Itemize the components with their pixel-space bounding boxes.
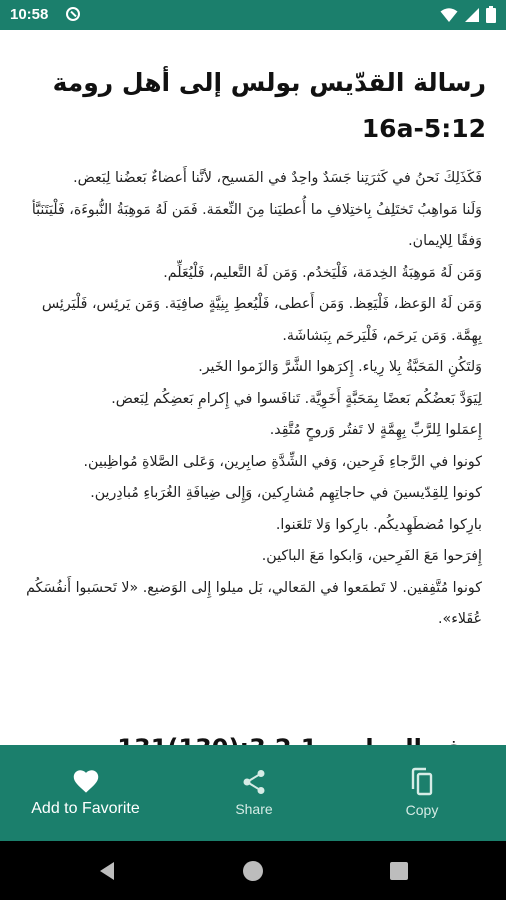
signal-icon bbox=[464, 7, 480, 23]
verse-text: إِفرَحوا مَعَ الفَرِحين، وَابكوا مَعَ الباكين. bbox=[261, 548, 482, 564]
copy-icon bbox=[410, 768, 434, 796]
share-button[interactable] bbox=[212, 745, 296, 841]
reading-content[interactable] bbox=[0, 30, 506, 745]
verse-text: وَلَنا مَواهِبُ تَختَلِفُ بِاختِلافِ ما أُعطيَنا مِنَ النِّعمَة. فَمَن لَهُ مَوهِبَةُ النُّبوءَة، فَلْيَتَنَبَّأ وَفقًا لِلإيمان. bbox=[31, 201, 482, 249]
heart-icon bbox=[72, 768, 100, 794]
verse-text: فَكَذَلِكَ نَحنُ في كَثرَتِنا جَسَدٌ واحِدٌ في المَسيح، لأنَّنا أَعضاءٌ بَعضُنا لِبَعض. bbox=[73, 170, 482, 186]
verse-text: كونوا في الرَّجاءِ فَرِحين، وَفي الشِّدَّةِ صابِرين، وَعَلى الصَّلاةِ مُواظِبين. bbox=[83, 453, 482, 470]
verse-text: لِيَوَدَّ بَعضُكُم بَعضًا بِمَحَبَّةٍ أَخَوِيَّة. تَنافَسوا في إِكرامِ بَعضِكُم لِبَعض. bbox=[111, 390, 482, 407]
verse-text: وَمَن لَهُ الوَعظ، فَلْيَعِظ. وَمَن أَعطى، فَلْيُعطِ بِنِيَّةٍ صافِيَة. وَمَن يَرئِس، فَلْيَرئِس بِهِمَّة. وَمَن يَرحَم، فَلْيَرحَم بِبَشاشَة. bbox=[41, 296, 482, 344]
verse-text: كونوا لِلقِدّيسينَ في حاجاتِهِم مُشارِكين، وَإِلى ضِيافَةِ الغُرَباءِ مُبادِرين. bbox=[90, 485, 482, 501]
copy-button[interactable] bbox=[382, 745, 462, 841]
home-icon[interactable] bbox=[241, 859, 265, 883]
verse-text: وَمَن لَهُ مَوهِبَةُ الخِدمَة، فَلْيَخدُم. وَمَن لَهُ التَّعليم، فَلْيُعَلِّم. bbox=[163, 264, 482, 281]
notification-icon bbox=[66, 7, 80, 21]
verse-text: بارِكوا مُضطَهِديكُم. بارِكوا وَلا تَلعَنوا. bbox=[275, 516, 482, 533]
copy-label: Copy bbox=[405, 802, 439, 818]
share-icon bbox=[242, 769, 266, 795]
verse-text: إِعمَلوا لِلرَّبِّ بِهِمَّةٍ لا تَفتُر وَروحٍ مُتَّقِد. bbox=[269, 422, 482, 438]
wifi-icon bbox=[440, 7, 458, 23]
favorite-label: Add to Favorite bbox=[31, 800, 140, 817]
share-label: Share bbox=[235, 801, 273, 817]
add-to-favorite-button[interactable] bbox=[18, 745, 153, 841]
verse-text: وَلتَكُنِ المَحَبَّةُ بِلا رِياء. إِكرَهوا الشَّرَّ وَالزَموا الخَير. bbox=[198, 359, 482, 375]
passage-title: رسالة القدّيس بولس إلى أهل رومة 16a-5:12 bbox=[52, 68, 486, 143]
back-icon[interactable] bbox=[96, 859, 120, 883]
status-time: 10:58 bbox=[10, 6, 49, 23]
status-icons bbox=[440, 6, 496, 23]
verse-list bbox=[20, 163, 482, 636]
status-bar bbox=[0, 0, 506, 30]
system-nav-bar bbox=[0, 841, 506, 900]
battery-icon bbox=[486, 6, 496, 23]
verse-text: كونوا مُتَّفِقين. لا تَطمَعوا في المَعالي، بَل ميلوا إِلى الوَضيع. «لا تَحسَبوا أَنفُسَكُم عُقَلاء». bbox=[26, 579, 482, 627]
bottom-action-bar bbox=[0, 745, 506, 841]
recents-icon[interactable] bbox=[387, 859, 411, 883]
